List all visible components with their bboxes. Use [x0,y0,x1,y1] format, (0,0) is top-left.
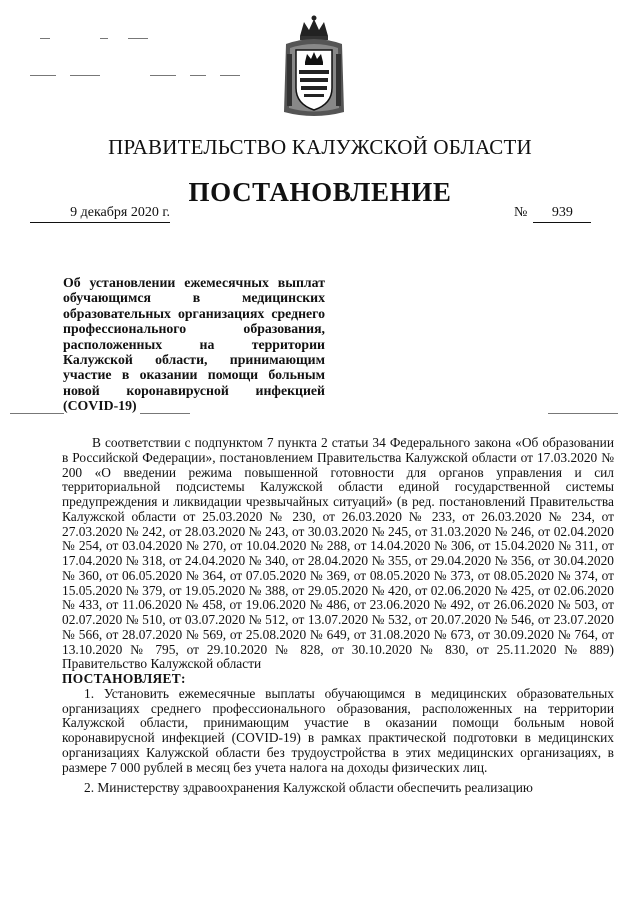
document-subject [63,275,325,414]
clause-1-paragraph: 1. Установить ежемесячные выплаты обучающимся в медицинских образовательных организациях среднего профессионального образования, расположенных на территории Калужской области, принимающим участие в оказании помощи больным новой коронавирусной инфекцией (COVID-19) в рамках практической подготовки в медицинских организациях Калужской области без трудоустройства в этих медицинских организациях, в размере 7 000 рублей в месяц без учета налога на доходы физических лиц. [62,685,614,775]
scan-mark [220,75,240,76]
scan-mark [150,75,176,76]
subject-line: участие в оказании помощи больным [63,367,325,383]
document-number [514,205,606,223]
subject-line: новой коронавирусной инфекцией [63,382,325,398]
subject-line: профессионального образования, [63,321,325,337]
scan-mark [128,38,148,39]
scan-mark [30,75,56,76]
subject-line: расположенных на территории [63,336,325,352]
document-date-text: 9 декабря 2020 г. [30,205,170,223]
subject-line: (COVID-19) [63,398,137,414]
scan-mark [10,413,64,414]
scan-mark [190,75,206,76]
coat-of-arms-icon [278,14,350,120]
document-body [62,436,614,796]
clause-2-paragraph: 2. Министерству здравоохранения Калужской области обеспечить реализацию [84,780,533,796]
subject-line: Калужской области, принимающим [63,352,325,368]
decree-word: ПОСТАНОВЛЯЕТ: [62,671,186,686]
scan-mark [70,75,100,76]
subject-line: Об установлении ежемесячных выплат [63,275,325,290]
subject-line: образовательных организациях среднего [63,305,325,321]
preamble-paragraph: В соответствии с подпунктом 7 пункта 2 статьи 34 Федерального закона «Об образовании в Российской Федерации», постановлением Правительства Калужской области от 17.03.2020 № 200 «О введении режима повышенной готовности для органов управления и сил территориальной подсистемы Калужской области единой государственной системы предупреждения и ликвидации чрезвычайных ситуаций» (в ред. постановлений Правительства Калужской области от 25.03.2020 № 230, от 26.03.2020 № 233, от 26.03.2020 № 234, от 27.03.2020 № 242, от 28.03.2020 № 243, от 30.03.2020 № 245, от 31.03.2020 № 246, от 02.04.2020 № 254, от 03.04.2020 № 270, от 10.04.2020 № 288, от 14.04.2020 № 306, от 15.04.2020 № 311, от 17.04.2020 № 318, от 24.04.2020 № 340, от 28.04.2020 № 355, от 29.04.2020 № 356, от 30.04.2020 № 360, от 06.05.2020 № 364, от 07.05.2020 № 369, от 08.05.2020 № 373, от 08.05.2020 № 374, от 15.05.2020 № 379, от 19.05.2020 № 388, от 29.05.2020 № 420, от 02.06.2020 № 425, от 02.06.2020 № 433, от 11.06.2020 № 458, от 19.06.2020 № 486, от 23.06.2020 № 492, от 26.06.2020 № 503, от 02.07.2020 № 510, от 03.07.2020 № 512, от 13.07.2020 № 532, от 20.07.2020 № 546, от 23.07.2020 № 566, от 28.07.2020 № 569, от 25.08.2020 № 649, от 31.08.2020 № 673, от 30.09.2020 № 764, от 13.10.2020 № 795, от 29.10.2020 № 828, от 30.10.2020 № 830, от 25.11.2020 № 889) Правительство Калужской области [62,435,614,672]
scan-mark [40,38,50,39]
scan-mark [100,38,108,39]
government-title: ПРАВИТЕЛЬСТВО КАЛУЖСКОЙ ОБЛАСТИ [108,135,532,159]
document-number-value: 939 [533,205,591,223]
scan-mark [548,413,618,414]
number-sign: № [514,205,528,220]
document-type-title: ПОСТАНОВЛЕНИЕ [188,177,452,207]
subject-line: обучающимся в медицинских [63,290,325,306]
document-date [30,205,170,223]
